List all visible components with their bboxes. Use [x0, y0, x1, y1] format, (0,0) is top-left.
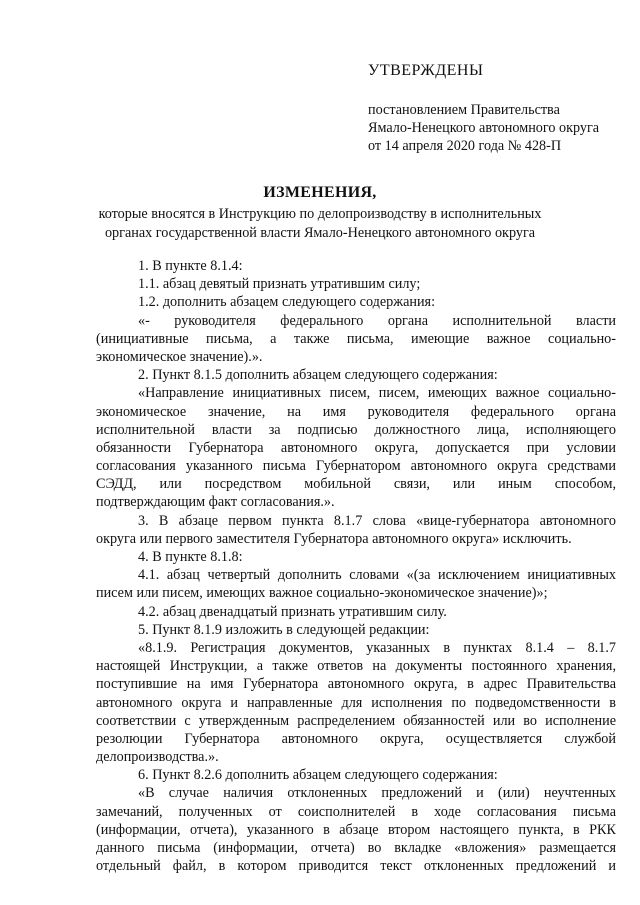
text-line: резолюции Губернатора автономного округа, осуществляется службой [96, 730, 616, 747]
text-line: «Направление инициативных писем, писем, имеющих важное социально- [138, 385, 616, 402]
text-line: автономного округа и направленные для исполнения по подведомственности в [96, 694, 616, 711]
text-line: соответствии с утвержденным распределением обязанностей или во исполнение [96, 712, 616, 729]
document-title: ИЗМЕНЕНИЯ, [263, 184, 377, 201]
document-subtitle: органах государственной власти Ямало-Ненецкого автономного округа [104, 225, 536, 241]
text-line: данного письма (информации, отчета) во вкладке «вложения» размещается [96, 840, 616, 856]
text-line: поступившие на имя Губернатора автономного округа, в адрес Правительства [96, 676, 616, 693]
document-subtitle: которые вносятся в Инструкцию по делопроизводству в исполнительных [98, 206, 542, 222]
text-line: писем или писем, имеющих важное социально-экономическое значение)»; [96, 585, 548, 602]
text-line: отдельный файл, в котором приводится текст отклоненных предложений и [96, 858, 616, 875]
document-body [96, 257, 616, 875]
text-line: 4.2. абзац двенадцатый признать утратившим силу. [138, 603, 447, 620]
text-line: 1. В пункте 8.1.4: [138, 258, 243, 274]
text-line: 1.2. дополнить абзацем следующего содержания: [138, 294, 436, 311]
approval-title: УТВЕРЖДЕНЫ [368, 62, 484, 79]
text-line: 5. Пункт 8.1.9 изложить в следующей редакции: [138, 621, 430, 638]
text-line: округа или первого заместителя Губернатора автономного округа» исключить. [96, 530, 572, 547]
text-line: согласования указанного письма Губернатором автономного округа средствами [96, 458, 616, 475]
text-line: СЭДД, или посредством мобильной связи, или иным способом, [96, 476, 616, 493]
text-line: «8.1.9. Регистрация документов, указанных в пунктах 8.1.4 – 8.1.7 [138, 639, 616, 656]
text-line: 3. В абзаце первом пункта 8.1.7 слова «вице-губернатора автономного [138, 512, 616, 529]
approval-line: постановлением Правительства [368, 102, 560, 118]
text-line: 6. Пункт 8.2.6 дополнить абзацем следующего содержания: [138, 767, 498, 784]
text-line: подтверждающим факт согласования.». [96, 494, 335, 511]
text-line: 4. В пункте 8.1.8: [138, 549, 243, 565]
text-line: 4.1. абзац четвертый дополнить словами «(за исключением инициативных [138, 567, 616, 584]
text-line: (инициативные письма, а также письма, имеющие важное социально- [96, 330, 616, 347]
text-line: делопроизводства.». [96, 749, 219, 766]
text-line: обязанности Губернатора автономного округа, допускается при условии [96, 439, 616, 456]
text-line: 1.1. абзац девятый признать утратившим силу; [138, 276, 421, 293]
approval-line: Ямало-Ненецкого автономного округа [368, 120, 600, 136]
text-line: «- руководителя федерального органа исполнительной власти [138, 312, 616, 329]
text-line: экономическое значение, на имя руководителя федерального органа [96, 403, 616, 420]
text-line: замечаний, полученных от соисполнителей в ходе согласования письма [96, 803, 616, 820]
approval-block [0, 0, 640, 160]
text-line: 2. Пункт 8.1.5 дополнить абзацем следующего содержания: [138, 367, 498, 384]
text-line: настоящей Инструкции, а также ответов на документы постоянного хранения, [96, 658, 616, 675]
text-line: «В случае наличия отклоненных предложений и (или) неучтенных [138, 785, 616, 802]
text-line: экономическое значение).». [96, 348, 263, 365]
text-line: исполнительной власти за подписью должностного лица, исполняющего [96, 421, 616, 438]
text-line: (информации, отчета), указанного в абзаце втором настоящего пункта, в РКК [96, 821, 616, 838]
approval-line: от 14 апреля 2020 года № 428-П [368, 138, 562, 154]
